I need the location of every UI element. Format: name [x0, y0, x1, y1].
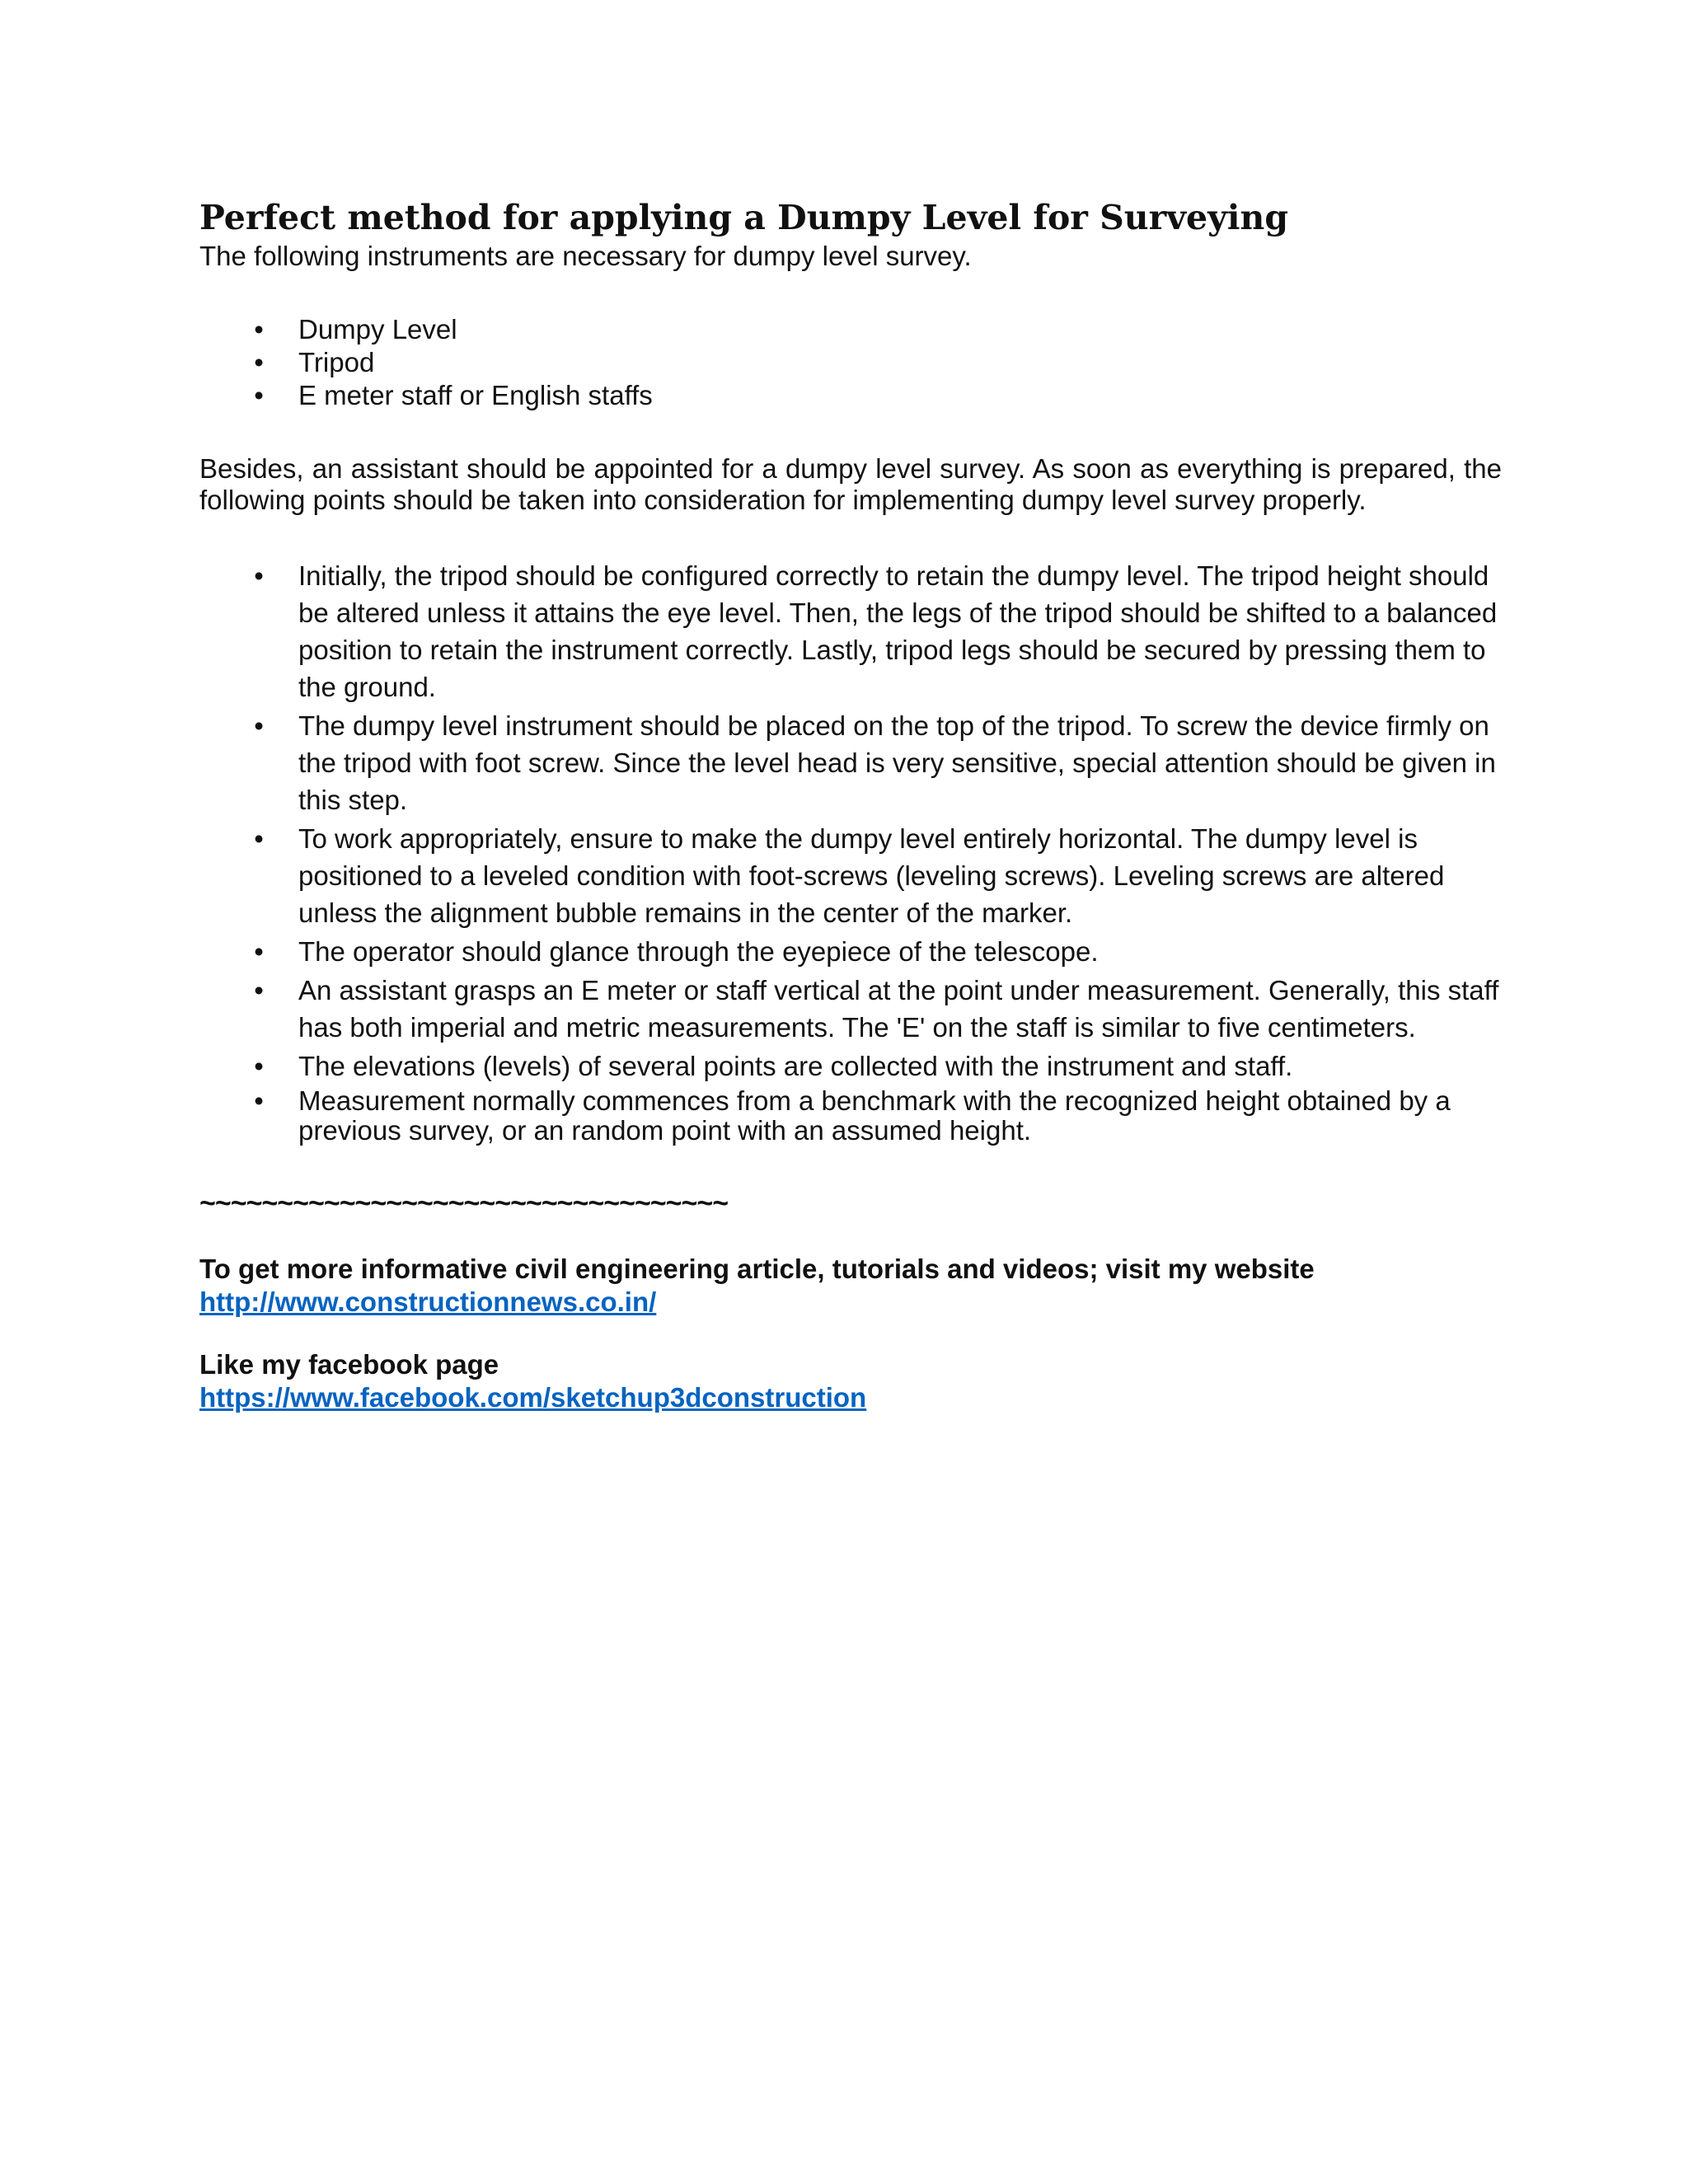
list-item: [199, 346, 1502, 379]
step-text: Measurement normally commences from a benchmark with the recognized height obtained by a previous survey, or an random point with an assumed height.: [298, 1085, 1451, 1146]
website-prompt: To get more informative civil engineering article, tutorials and videos; visit my website: [199, 1254, 1315, 1284]
bullet-icon: •: [254, 560, 264, 591]
bullet-icon: •: [254, 975, 264, 1005]
list-item: [199, 1047, 1502, 1085]
list-item: [199, 313, 1502, 346]
step-text: Initially, the tripod should be configured correctly to retain the dumpy level. The tripod height should be altered unless it attains the eye level. Then, the legs of the tripod should be shifted to a balanced position to retain the instrument correctly. Lastly, tripod legs should be secured by pressing them to the ground.: [298, 560, 1498, 702]
list-item: [199, 557, 1502, 705]
instrument-text: Dumpy Level: [298, 314, 457, 344]
step-text: The operator should glance through the eyepiece of the telescope.: [298, 936, 1099, 967]
bullet-icon: •: [254, 380, 264, 410]
instrument-text: Tripod: [298, 347, 375, 377]
website-link[interactable]: http://www.constructionnews.co.in/: [199, 1286, 657, 1317]
list-item: [199, 820, 1502, 931]
bullet-icon: •: [254, 1085, 264, 1116]
besides-paragraph: Besides, an assistant should be appointed for a dumpy level survey. As soon as everything is prepared, the following points should be taken into consideration for implementing dumpy level survey properly.: [199, 453, 1502, 515]
list-item: [199, 972, 1502, 1046]
step-text: To work appropriately, ensure to make the dumpy level entirely horizontal. The dumpy level is positioned to a leveled condition with foot-screws (leveling screws). Leveling screws are altered unless the alignment bubble remains in the center of the marker.: [298, 823, 1445, 928]
steps-list: [199, 557, 1502, 1146]
facebook-link[interactable]: https://www.facebook.com/sketchup3dconstruction: [199, 1382, 867, 1413]
list-item: [199, 707, 1502, 818]
list-item: [199, 1086, 1502, 1146]
step-text: An assistant grasps an E meter or staff vertical at the point under measurement. Generally, this staff has both imperial and metric measurements. The 'E' on the staff is similar to five centimeters.: [298, 975, 1499, 1043]
bullet-icon: •: [254, 347, 264, 377]
facebook-prompt: Like my facebook page: [199, 1349, 499, 1380]
step-text: The dumpy level instrument should be placed on the top of the tripod. To screw the device firmly on the tripod with foot screw. Since the level head is very sensitive, special attention should be given in this step.: [298, 710, 1496, 815]
bullet-icon: •: [254, 710, 264, 741]
step-text: The elevations (levels) of several points are collected with the instrument and staff.: [298, 1051, 1293, 1081]
intro-paragraph: The following instruments are necessary for dumpy level survey.: [199, 241, 972, 271]
separator-line: ~~~~~~~~~~~~~~~~~~~~~~~~~~~~~~~~~~: [199, 1188, 729, 1219]
list-item: [199, 933, 1502, 970]
document-title: Perfect method for applying a Dumpy Level for Surveying: [199, 198, 1288, 237]
instrument-text: E meter staff or English staffs: [298, 380, 653, 410]
bullet-icon: •: [254, 1051, 264, 1081]
list-item: [199, 379, 1502, 412]
bullet-icon: •: [254, 314, 264, 344]
document-content: [199, 194, 1502, 1414]
instruments-list: [199, 313, 1502, 412]
bullet-icon: •: [254, 823, 264, 854]
bullet-icon: •: [254, 936, 264, 967]
